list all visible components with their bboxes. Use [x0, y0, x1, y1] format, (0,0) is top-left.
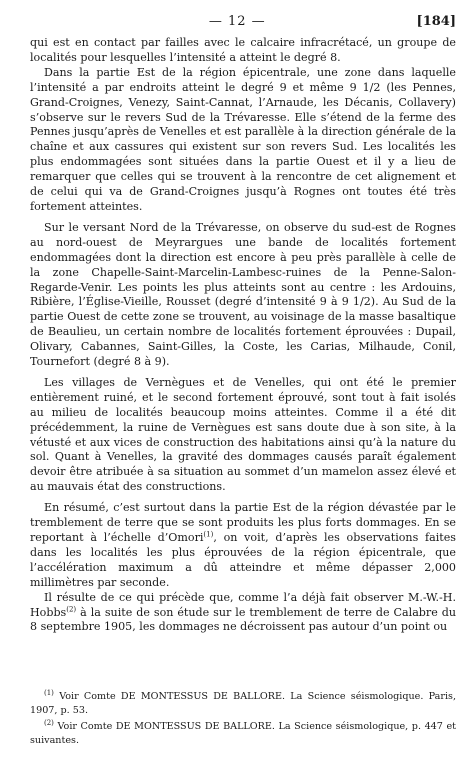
footnote-mark-2: (2): [44, 718, 54, 727]
paragraph-3: Sur le versant Nord de la Trévaresse, on observe du sud-est de Rognes au nord-ouest de Meyrargues une bande de localités fortement endommagées dont la direction est encore à peu près parallèle à celle de la zone Chapelle-Saint-Marcelin-Lambesc-ruines de la Penne-Salon-Regarde-Venir. Les points les plus atteints sont au centre : les Ardouins, Ribière, l’Église-Vieille, Rousset (degré d’intensité 9 à 9 1/2). Au Sud de la partie Ouest de cette zone se trouvent, au voisinage de la masse basaltique de Beaulieu, un certain nombre de localités fortement éprouvées : Dupail, Olivary, Cabannes, Saint-Gilles, la Coste, les Carias, Milhaude, Conil, Tournefort (degré 8 à 9).: [30, 220, 456, 369]
bracket-page-number: [184]: [416, 14, 456, 29]
footnote-2-text: Voir Comte DE MONTESSUS DE BALLORE. La Science séismologique, p. 447 et suivantes.: [30, 721, 456, 746]
page: [30, 14, 456, 635]
paragraph-6: [30, 591, 456, 636]
paragraph-6-text: Il résulte de ce qui précède que, comme l’a déjà fait observer M.-W.-H. Hobbs: [30, 590, 456, 619]
page-header: [30, 14, 456, 34]
page-number: — 12 —: [208, 14, 266, 29]
footnote-2: [30, 720, 456, 748]
body-text: [30, 36, 456, 635]
paragraph-5: [30, 501, 456, 590]
paragraph-1: qui est en contact par failles avec le calcaire infracrétacé, un groupe de localités pour lesquelles l’intensité a atteint le degré 8.: [30, 36, 456, 64]
footnote-ref-2: (2): [66, 604, 77, 613]
paragraph-5-text: En résumé, c’est surtout dans la partie Est de la région dévastée par le tremblement de terre que se sont produits les plus forts dommages. En se reportant à l’échelle d’Omori: [30, 501, 456, 544]
footnote-mark-1: (1): [44, 688, 54, 697]
footnote-ref-1: (1): [203, 530, 214, 539]
footnotes: [30, 690, 456, 750]
paragraph-2: Dans la partie Est de la région épicentrale, une zone dans laquelle l’intensité a par endroits atteint le degré 9 et même 9 1/2 (les Pennes, Grand-Croignes, Venezy, Saint-Cannat, l’Arnaude, les Décanis, Collavery) s’observe sur le revers Sud de la Trévaresse. Elle s’étend de la ferme des Pennes jusqu’après de Venelles et est parallèle à la direction générale de la chaîne et aux cassures qui existent sur son revers Sud. Les localités les plus endommagées sont situées dans la partie Ouest et il y a lieu de remarquer que celles qui se trouvent à la rencontre de cet alignement et de celui qui va de Grand-Croignes jusqu’à Rognes ont toutes été très fortement atteintes.: [30, 65, 456, 213]
footnote-1: [30, 690, 456, 718]
footnote-1-text: Voir Comte DE MONTESSUS DE BALLORE. La Science séismologique. Paris, 1907, p. 53.: [30, 691, 456, 716]
paragraph-6-rest: à la suite de son étude sur le tremblement de terre de Calabre du 8 septembre 1905, les dommages ne décroissent pas autour d’un point ou: [30, 605, 456, 634]
paragraph-5-rest: , on voit, d’après les observations faites dans les localités les plus éprouvées de la région épicentrale, que l’accélération maximum a dû atteindre et même dépasser 2,000 millimètres par seconde.: [30, 531, 456, 589]
paragraph-4: Les villages de Vernègues et de Venelles, qui ont été le premier entièrement ruiné, et le second fortement éprouvé, sont tout à fait isolés au milieu de localités beaucoup moins atteintes. Comme il a été dit précédemment, la ruine de Vernègues est sans doute due à son site, à la vétusté et aux vices de construction des habitations ainsi qu’à la nature du sol. Quant à Venelles, la gravité des dommages causés paraît également devoir être atribuée à sa situation au sommet d’un mamelon assez élevé et au mauvais état des constructions.: [30, 375, 456, 494]
